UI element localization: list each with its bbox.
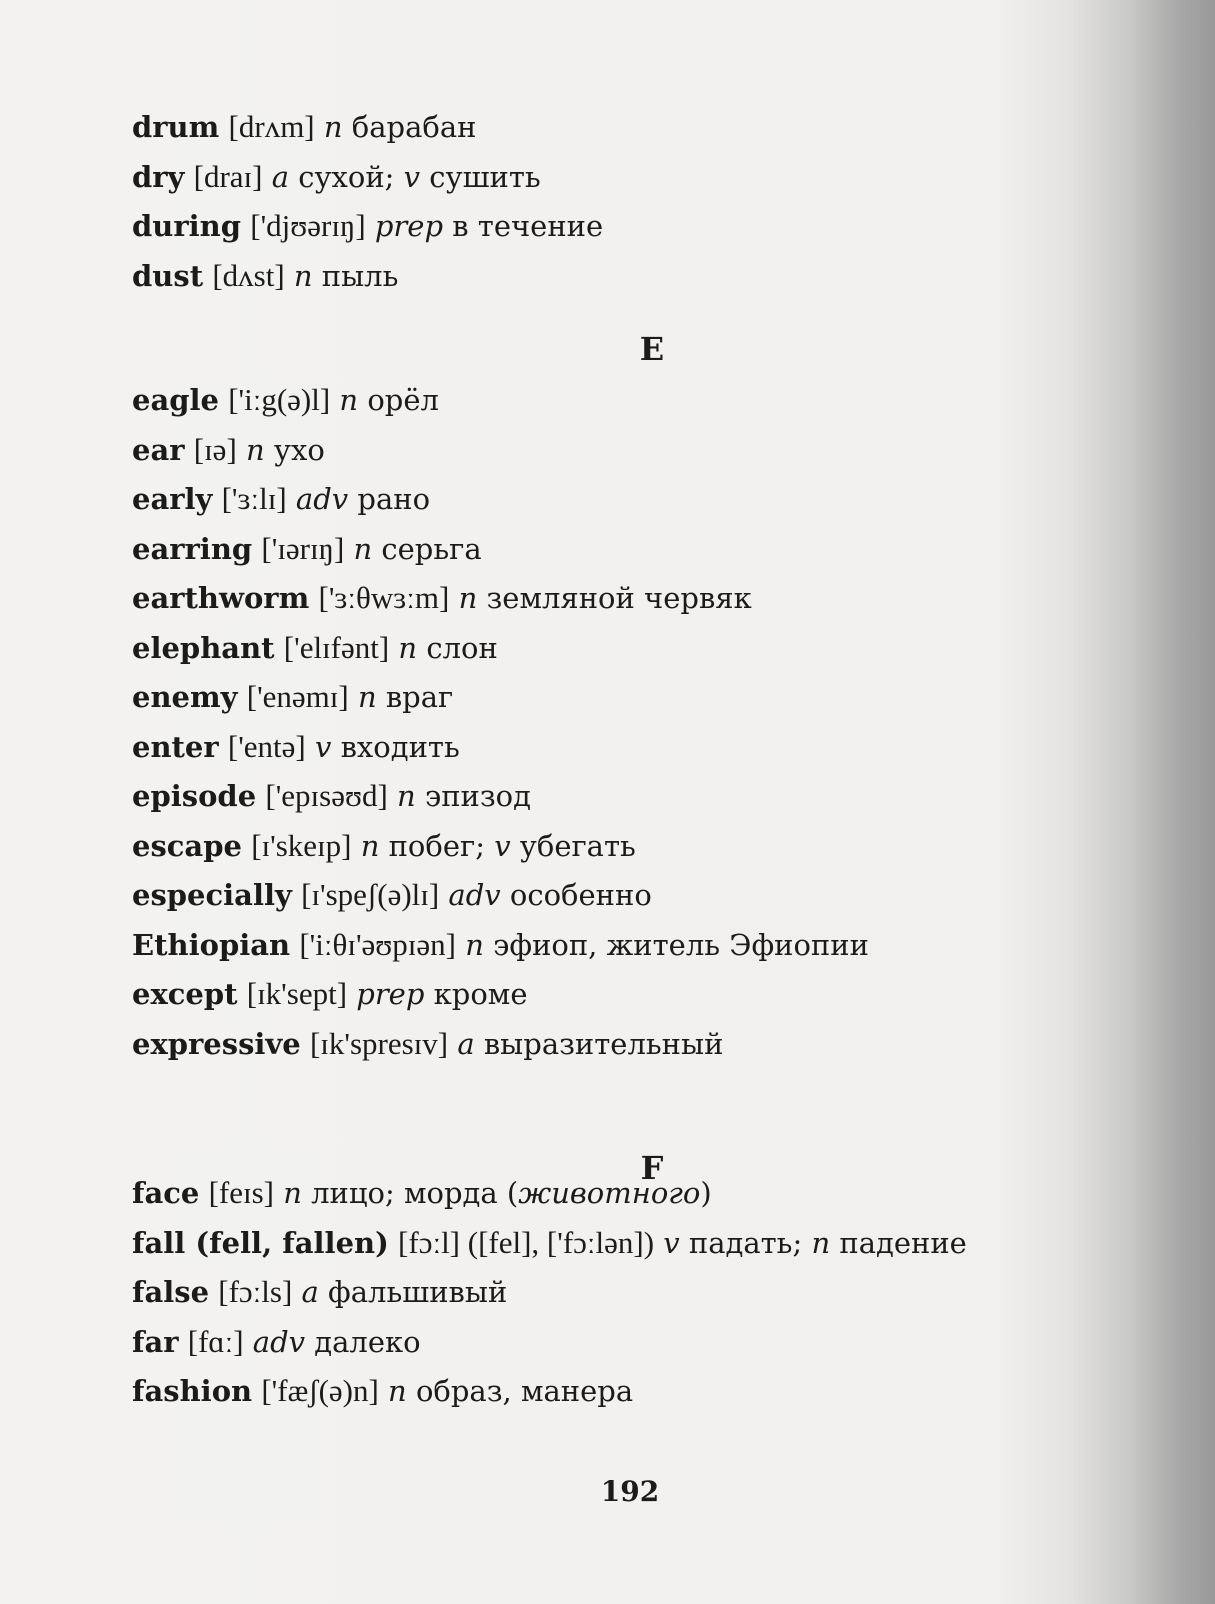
part-of-speech: a [301,1275,319,1309]
part-of-speech: a [457,1026,475,1061]
translation: в течение [452,209,604,243]
entry-escape [132,821,1132,871]
translation: кроме [433,977,528,1011]
part-of-speech: n [458,581,478,615]
translation: лицо; морда ( [311,1176,519,1210]
entry-episode [132,771,1132,821]
part-of-speech: adv [448,878,501,912]
translation: враг [385,680,454,714]
transcription: ['ɜːθwɜːm] [318,580,450,615]
translation-2: сушить [429,159,541,194]
section-letter-e: E [639,330,665,368]
part-of-speech: n [283,1176,302,1210]
page-number: 192 [600,1475,660,1508]
transcription: ['fæʃ(ə)n] [261,1373,379,1408]
usage-note: животного [518,1176,701,1210]
translation-2: убегать [519,828,636,863]
transcription: [ɪ'skeɪp] [251,827,352,863]
part-of-speech: v [663,1225,680,1260]
part-of-speech-2: v [494,828,511,863]
headword: dust [132,258,204,293]
translation-2: падение [839,1225,967,1260]
headword: early [132,482,213,516]
translation: эфиоп, житель Эфиопии [493,927,869,962]
entry-ethiopian [132,920,1132,970]
part-of-speech: n [353,531,373,566]
entry-ear [132,425,1132,475]
part-of-speech: n [388,1374,407,1408]
part-of-speech: n [398,630,418,665]
transcription: [ɪə] [193,431,237,467]
part-of-speech: n [397,779,416,813]
entry-far [132,1317,1132,1367]
part-of-speech: prep [356,977,425,1011]
translation: особенно [509,878,652,912]
translation: образ, манера [415,1374,634,1408]
transcription: ['entə] [227,728,306,764]
part-of-speech: n [357,680,377,714]
part-of-speech: v [314,729,332,764]
translation: орёл [367,383,439,417]
headword: face [132,1176,200,1210]
headword: episode [132,779,257,813]
entry-dust [132,251,1132,301]
entry-dry [132,152,1132,202]
part-of-speech: n [465,927,484,962]
translation: сухой; [298,159,395,194]
translation: побег; [388,828,485,863]
transcription: [fɔːls] [218,1274,293,1309]
translation: пыль [321,258,399,293]
transcription: ['epɪsəʊd] [265,778,388,813]
headword: eagle [132,383,219,417]
entry-except [132,969,1132,1019]
translation: серьга [381,531,482,566]
part-of-speech-2: n [811,1225,831,1260]
headword: dry [132,159,185,194]
translation: ухо [273,432,325,467]
transcription: [ɪ'speʃ(ə)lɪ] [301,877,440,912]
headword: earthworm [132,581,310,615]
entry-fall [132,1218,1132,1268]
section-letter-f: F [640,1149,664,1187]
entry-enter [132,722,1132,772]
entry-earring [132,524,1132,574]
transcription: [draɪ] [193,158,263,194]
entry-expressive [132,1019,1132,1069]
translation: барабан [351,110,477,144]
headword: enter [132,729,219,764]
translation: падать; [688,1225,803,1260]
part-of-speech: adv [252,1324,306,1359]
transcription: ['iːg(ə)l] [228,382,331,417]
transcription: [ɪk'sept] [246,976,348,1011]
headword: especially [132,878,292,912]
transcription: [fɑː] [187,1323,244,1359]
part-of-speech: n [360,828,380,863]
entry-especially [132,870,1132,920]
transcription: [ɪk'spresɪv] [309,1025,449,1061]
entry-face [132,1168,1132,1218]
headword: escape [132,828,242,863]
transcription: [dʌst] [212,257,285,293]
headword: fashion [132,1374,253,1408]
entry-during [132,201,1132,251]
entry-elephant [132,623,1132,673]
headword: ear [132,432,185,467]
transcription: ['djʊərɪŋ] [250,208,366,243]
part-of-speech: adv [295,482,349,516]
entry-fashion [132,1366,1132,1416]
translation: фальшивый [328,1275,508,1309]
dictionary-entries [132,102,1132,1416]
entry-earthworm [132,573,1132,623]
headword: expressive [132,1026,301,1061]
translation: слон [426,630,498,665]
transcription: [fɔːl] ([fel], ['fɔːlən]) [398,1224,655,1260]
transcription: ['ɜːlɪ] [221,481,287,516]
transcription: [drʌm] [228,109,315,144]
part-of-speech: n [293,258,313,293]
headword: far [132,1324,179,1359]
headword: drum [132,110,220,144]
headword: earring [132,531,253,566]
translation: выразительный [483,1026,724,1061]
headword: false [132,1275,210,1309]
entry-enemy [132,672,1132,722]
translation: далеко [314,1324,421,1359]
transcription: ['enəmɪ] [246,679,349,714]
entry-drum [132,102,1132,152]
headword: Ethiopian [132,927,291,962]
entry-false [132,1267,1132,1317]
headword: fall (fell, fallen) [132,1225,389,1260]
translation: рано [357,482,431,516]
translation: земляной червяк [486,581,752,615]
translation: входить [340,729,460,764]
entry-eagle [132,375,1132,425]
part-of-speech-2: v [403,159,421,194]
headword: enemy [132,680,238,714]
part-of-speech: n [246,432,265,467]
transcription: [feɪs] [208,1175,274,1210]
part-of-speech: n [323,110,343,144]
translation: эпизод [424,779,531,813]
part-of-speech: a [271,159,289,194]
headword: during [132,209,242,243]
transcription: ['iːθɪ'əʊpɪən] [299,926,456,962]
transcription: ['elɪfənt] [283,629,390,665]
headword: elephant [132,630,275,665]
part-of-speech: prep [374,209,444,243]
part-of-speech: n [339,383,359,417]
translation-tail: ) [700,1176,712,1210]
headword: except [132,977,238,1011]
entry-early [132,474,1132,524]
transcription: ['ɪərɪŋ] [261,530,345,566]
